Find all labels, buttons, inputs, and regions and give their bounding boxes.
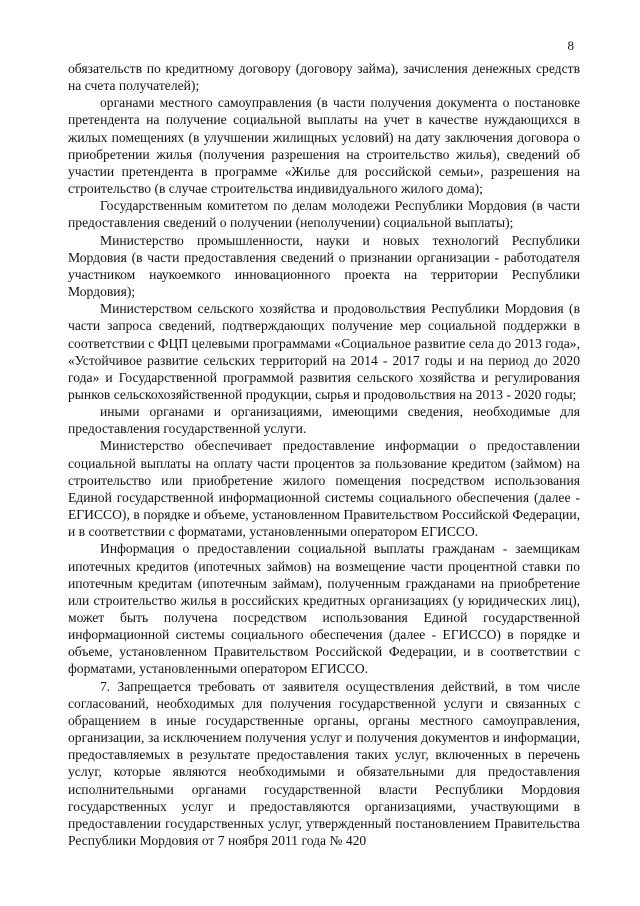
- document-body: [68, 60, 580, 849]
- paragraph: обязательств по кредитному договору (договору займа), зачисления денежных средств на счета получателей);: [68, 61, 580, 94]
- paragraph: Министерство промышленности, науки и новых технологий Республики Мордовия (в части предоставления сведений о признании организации - работодателя участником наукоемкого инновационного проекта на территории Республики Мордовия);: [68, 232, 580, 300]
- paragraph: органами местного самоуправления (в части получения документа о постановке претендента на получение социальной выплаты на учет в качестве нуждающихся в жилых помещениях (в улучшении жилищных условий) на дату заключения договора о приобретении жилья (получения разрешения на строительство жилья), сведений об участии претендента в программе «Жилье для российской семьи», разрешения на строительство (в случае строительства индивидуального жилого дома);: [68, 95, 580, 197]
- paragraph: 7. Запрещается требовать от заявителя осуществления действий, в том числе согласований, необходимых для получения государственной услуги и связанных с обращением в иные государственные органы, органы местного самоуправления, организации, за исключением получения услуг и получения документов и информации, предоставляемых в результате предоставления таких услуг, включенных в перечень услуг, которые являются необходимыми и обязательными для предоставления исполнительными органами государственной власти Республики Мордовия государственных услуг и предоставляются организациями, участвующими в предоставлении государственных услуг, утвержденный постановлением Правительства Республики Мордовия от 7 ноября 2011 года № 420: [68, 678, 580, 849]
- paragraph: Государственным комитетом по делам молодежи Республики Мордовия (в части предоставления сведений о получении (неполучении) социальной выплаты);: [68, 198, 580, 231]
- paragraph: иными органами и организациями, имеющими сведения, необходимые для предоставления государственной услуги.: [68, 404, 580, 437]
- paragraph: Министерством сельского хозяйства и продовольствия Республики Мордовия (в части запроса сведений, подтверждающих получение мер социальной поддержки в соответствии с ФЦП целевыми программами «Социальное развитие села до 2013 года», «Устойчивое развитие сельских территорий на 2014 - 2017 годы и на период до 2020 года» и Государственной программой развития сельского хозяйства и регулирования рынков сельскохозяйственной продукции, сырья и продовольствия на 2013 - 2020 годы;: [68, 301, 580, 402]
- paragraph: Информация о предоставлении социальной выплаты гражданам - заемщикам ипотечных кредитов (ипотечных займов) на возмещение части процентной ставки по ипотечным кредитам (ипотечным займам), полученным гражданами на приобретение или строительство жилья в российских кредитных организациях (у юридических лиц), может быть получена посредством использования Единой государственной информационной системы социального обеспечения (далее - ЕГИССО) в порядке и объеме, установленном Правительством Российской Федерации, и в соответствии с форматами, установленными оператором ЕГИССО.: [68, 541, 580, 677]
- page-number: 8: [567, 38, 574, 53]
- paragraph: Министерство обеспечивает предоставление информации о предоставлении социальной выплаты на оплату части процентов за пользование кредитом (займом) на строительство или приобретение жилого помещения посредством использования Единой государственной информационной системы социального обеспечения (далее - ЕГИССО), в порядке и объеме, установленном Правительством Российской Федерации, и в соответствии с форматами, установленными оператором ЕГИССО.: [68, 438, 580, 540]
